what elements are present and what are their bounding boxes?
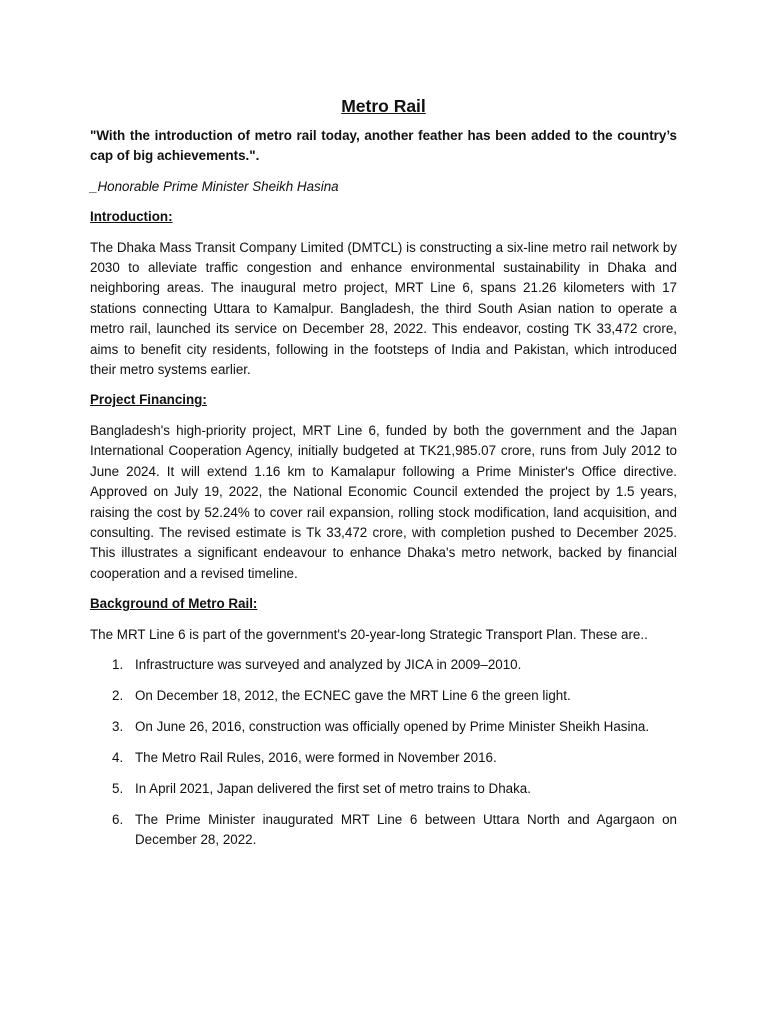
list-item <box>90 717 677 737</box>
introduction-paragraph: The Dhaka Mass Transit Company Limited (DMTCL) is constructing a six-line metro rail network by 2030 to alleviate traffic congestion and enhance environmental sustainability in Dhaka and neighboring areas. The inaugural metro project, MRT Line 6, spans 21.26 kilometers with 17 stations connecting Uttara to Kamalpur. Bangladesh, the third South Asian nation to operate a metro rail, launched its service on December 28, 2022. This endeavor, costing TK 33,472 crore, aims to benefit city residents, following in the footsteps of India and Pakistan, which introduced their metro systems earlier. <box>90 239 677 378</box>
quote-attribution: _Honorable Prime Minister Sheikh Hasina <box>90 178 339 194</box>
financing-paragraph: Bangladesh's high-priority project, MRT Line 6, funded by both the government and the Japan International Cooperation Agency, initially budgeted at TK21,985.07 crore, runs from July 2012 to June 2024. It will extend 1.16 km to Kamalapur following a Prime Minister's Office directive. Approved on July 19, 2022, the National Economic Council extended the project by 1.5 years, raising the cost by 52.24% to cover rail expansion, rolling stock modification, land acquisition, and consulting. The revised estimate is Tk 33,472 crore, with completion pushed to December 2025. This illustrates a significant endeavour to enhance Dhaka's metro network, backed by financial cooperation and a revised timeline. <box>90 422 677 581</box>
document-title: Metro Rail <box>341 96 426 116</box>
introduction-heading: Introduction: <box>90 209 173 225</box>
list-item-number: 2. <box>112 687 124 703</box>
list-item <box>90 655 677 675</box>
background-intro: The MRT Line 6 is part of the government's 20-year-long Strategic Transport Plan. These are.. <box>90 626 648 642</box>
list-item <box>90 810 677 851</box>
list-item-number: 6. <box>112 811 124 827</box>
list-item-number: 3. <box>112 718 124 734</box>
list-item-text: On December 18, 2012, the ECNEC gave the MRT Line 6 the green light. <box>135 687 571 703</box>
list-item-text: The Prime Minister inaugurated MRT Line 6 between Uttara North and Agargaon on December 28, 2022. <box>135 811 677 848</box>
financing-heading: Project Financing: <box>90 392 207 408</box>
document-page <box>90 94 677 861</box>
list-item-text: In April 2021, Japan delivered the first set of metro trains to Dhaka. <box>135 780 531 796</box>
background-list <box>90 655 677 851</box>
list-item-number: 1. <box>112 656 124 672</box>
list-item-number: 4. <box>112 749 124 765</box>
list-item-text: Infrastructure was surveyed and analyzed by JICA in 2009–2010. <box>135 656 522 672</box>
list-item <box>90 748 677 768</box>
list-item-text: On June 26, 2016, construction was officially opened by Prime Minister Sheikh Hasina. <box>135 718 650 734</box>
list-item-text: The Metro Rail Rules, 2016, were formed in November 2016. <box>135 749 497 765</box>
list-item <box>90 686 677 706</box>
list-item <box>90 779 677 799</box>
background-heading: Background of Metro Rail: <box>90 596 258 612</box>
opening-quote: "With the introduction of metro rail today, another feather has been added to the country’s cap of big achievements.". <box>90 128 677 164</box>
list-item-number: 5. <box>112 780 124 796</box>
